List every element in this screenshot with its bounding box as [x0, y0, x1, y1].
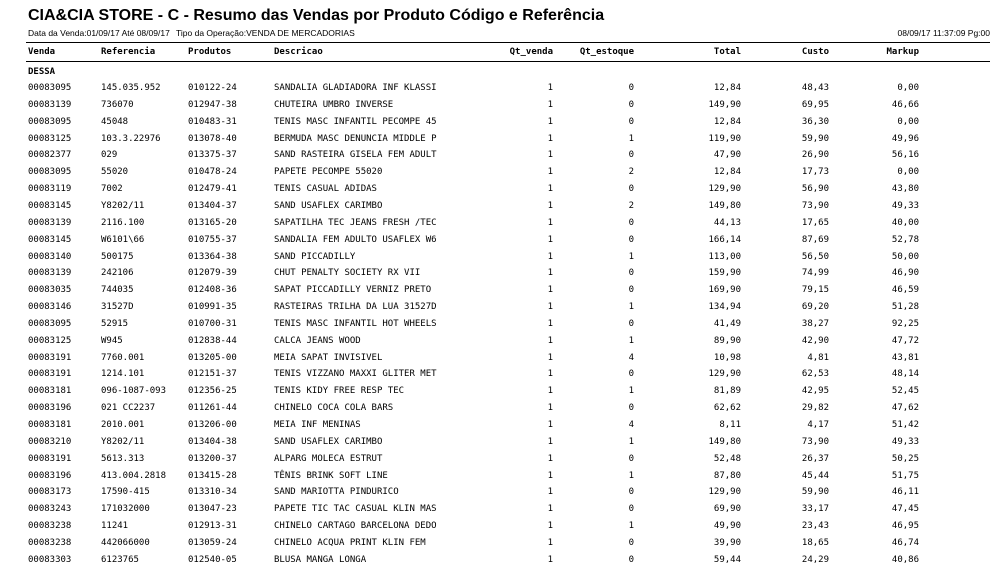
cell-custo: 36,30 — [801, 117, 829, 127]
cell-qt-estoque: 0 — [628, 319, 634, 329]
cell-markup: 50,00 — [891, 252, 919, 262]
cell-qt-venda: 1 — [547, 134, 553, 144]
cell-total: 119,90 — [708, 134, 741, 144]
cell-referencia: W945 — [101, 336, 123, 346]
cell-total: 166,14 — [708, 235, 741, 245]
cell-descricao: TÊNIS BRINK SOFT LINE — [274, 471, 388, 481]
cell-qt-venda: 1 — [547, 235, 553, 245]
cell-referencia: W6101\66 — [101, 235, 145, 245]
cell-qt-venda: 1 — [547, 117, 553, 127]
cell-qt-venda: 1 — [547, 302, 553, 312]
cell-qt-estoque: 0 — [628, 184, 634, 194]
cell-custo: 18,65 — [801, 538, 829, 548]
cell-qt-estoque: 0 — [628, 100, 634, 110]
cell-descricao: SAND MARIOTTA PINDURICO — [274, 487, 399, 497]
cell-total: 10,98 — [713, 353, 741, 363]
cell-descricao: CALCA JEANS WOOD — [274, 336, 361, 346]
cell-custo: 17,65 — [801, 218, 829, 228]
cell-venda: 00083095 — [28, 167, 72, 177]
cell-custo: 87,69 — [801, 235, 829, 245]
cell-markup: 48,14 — [891, 369, 919, 379]
cell-venda: 00083191 — [28, 353, 72, 363]
cell-total: 62,62 — [713, 403, 741, 413]
cell-referencia: 145.035.952 — [101, 83, 161, 93]
cell-referencia: 31527D — [101, 302, 134, 312]
cell-produtos: 013200-37 — [188, 454, 237, 464]
cell-produtos: 013047-23 — [188, 504, 237, 514]
cell-total: 81,89 — [713, 386, 741, 396]
cell-qt-venda: 1 — [547, 319, 553, 329]
cell-markup: 0,00 — [897, 117, 919, 127]
cell-total: 47,90 — [713, 150, 741, 160]
cell-markup: 49,96 — [891, 134, 919, 144]
cell-venda: 00083146 — [28, 302, 72, 312]
cell-total: 8,11 — [719, 420, 741, 430]
cell-qt-estoque: 1 — [628, 134, 634, 144]
cell-custo: 42,95 — [801, 386, 829, 396]
cell-referencia: 744035 — [101, 285, 134, 295]
cell-markup: 92,25 — [891, 319, 919, 329]
cell-qt-estoque: 1 — [628, 386, 634, 396]
cell-descricao: ALPARG MOLECA ESTRUT — [274, 454, 383, 464]
cell-markup: 51,75 — [891, 471, 919, 481]
cell-qt-venda: 1 — [547, 454, 553, 464]
cell-descricao: CHINELO ACQUA PRINT KLIN FEM — [274, 538, 426, 548]
cell-produtos: 012540-05 — [188, 555, 237, 565]
cell-referencia: 2010.001 — [101, 420, 145, 430]
cell-descricao: SAND RASTEIRA GISELA FEM ADULT — [274, 150, 437, 160]
column-header-markup: Markup — [886, 47, 919, 57]
cell-qt-venda: 1 — [547, 353, 553, 363]
cell-total: 87,80 — [713, 471, 741, 481]
cell-descricao: SAPAT PICCADILLY VERNIZ PRETO — [274, 285, 432, 295]
cell-custo: 69,95 — [801, 100, 829, 110]
cell-qt-venda: 1 — [547, 538, 553, 548]
cell-custo: 4,17 — [807, 420, 829, 430]
cell-qt-venda: 1 — [547, 252, 553, 262]
cell-venda: 00083181 — [28, 386, 72, 396]
cell-custo: 48,43 — [801, 83, 829, 93]
cell-descricao: SAND PICCADILLY — [274, 252, 356, 262]
cell-total: 89,90 — [713, 336, 741, 346]
cell-produtos: 012479-41 — [188, 184, 237, 194]
cell-referencia: 11241 — [101, 521, 129, 531]
cell-markup: 47,72 — [891, 336, 919, 346]
cell-venda: 00083139 — [28, 100, 72, 110]
cell-referencia: 2116.100 — [101, 218, 145, 228]
cell-descricao: TENIS MASC INFANTIL PECOMPE 45 — [274, 117, 437, 127]
cell-qt-venda: 1 — [547, 504, 553, 514]
cell-custo: 29,82 — [801, 403, 829, 413]
cell-venda: 00083145 — [28, 201, 72, 211]
cell-markup: 47,62 — [891, 403, 919, 413]
cell-qt-estoque: 0 — [628, 538, 634, 548]
cell-markup: 0,00 — [897, 167, 919, 177]
cell-produtos: 013059-24 — [188, 538, 237, 548]
cell-markup: 46,59 — [891, 285, 919, 295]
cell-qt-venda: 1 — [547, 83, 553, 93]
cell-markup: 46,90 — [891, 268, 919, 278]
cell-qt-venda: 1 — [547, 167, 553, 177]
cell-referencia: 736070 — [101, 100, 134, 110]
cell-custo: 73,90 — [801, 201, 829, 211]
cell-descricao: SANDALIA FEM ADULTO USAFLEX W6 — [274, 235, 437, 245]
cell-descricao: CHUTEIRA UMBRO INVERSE — [274, 100, 394, 110]
cell-qt-venda: 1 — [547, 150, 553, 160]
cell-total: 12,84 — [713, 117, 741, 127]
cell-descricao: SANDALIA GLADIADORA INF KLASSI — [274, 83, 437, 93]
cell-custo: 74,99 — [801, 268, 829, 278]
cell-descricao: SAND USAFLEX CARIMBO — [274, 437, 383, 447]
cell-custo: 73,90 — [801, 437, 829, 447]
cell-qt-estoque: 0 — [628, 218, 634, 228]
cell-markup: 46,66 — [891, 100, 919, 110]
cell-referencia: 413.004.2818 — [101, 471, 167, 481]
cell-referencia: 171032000 — [101, 504, 150, 514]
cell-venda: 00083191 — [28, 454, 72, 464]
cell-produtos: 012356-25 — [188, 386, 237, 396]
cell-total: 149,90 — [708, 100, 741, 110]
cell-total: 159,90 — [708, 268, 741, 278]
cell-custo: 23,43 — [801, 521, 829, 531]
cell-qt-venda: 1 — [547, 521, 553, 531]
cell-venda: 00083181 — [28, 420, 72, 430]
cell-markup: 51,28 — [891, 302, 919, 312]
cell-referencia: 52915 — [101, 319, 129, 329]
cell-venda: 00083139 — [28, 218, 72, 228]
cell-markup: 43,81 — [891, 353, 919, 363]
cell-descricao: MEIA INF MENINAS — [274, 420, 361, 430]
report-timestamp: 08/09/17 11:37:09 Pg:00 — [897, 28, 990, 38]
cell-venda: 00083238 — [28, 538, 72, 548]
cell-qt-venda: 1 — [547, 201, 553, 211]
report-subtitle — [28, 28, 359, 38]
cell-custo: 79,15 — [801, 285, 829, 295]
cell-venda: 00083139 — [28, 268, 72, 278]
cell-venda: 00083191 — [28, 369, 72, 379]
cell-qt-venda: 1 — [547, 218, 553, 228]
cell-produtos: 010700-31 — [188, 319, 237, 329]
cell-produtos: 012838-44 — [188, 336, 237, 346]
column-header-qt-estoque: Qt_estoque — [579, 47, 634, 57]
cell-produtos: 012079-39 — [188, 268, 237, 278]
cell-qt-venda: 1 — [547, 285, 553, 295]
cell-qt-estoque: 0 — [628, 235, 634, 245]
cell-qt-estoque: 1 — [628, 521, 634, 531]
cell-markup: 46,74 — [891, 538, 919, 548]
cell-custo: 38,27 — [801, 319, 829, 329]
cell-venda: 00083035 — [28, 285, 72, 295]
cell-qt-estoque: 0 — [628, 83, 634, 93]
cell-produtos: 012151-37 — [188, 369, 237, 379]
cell-venda: 00083095 — [28, 117, 72, 127]
cell-produtos: 012913-31 — [188, 521, 237, 531]
cell-descricao: CHUT PENALTY SOCIETY RX VII — [274, 268, 421, 278]
cell-descricao: TENIS KIDY FREE RESP TEC — [274, 386, 405, 396]
cell-descricao: PAPETE PECOMPE 55020 — [274, 167, 383, 177]
column-header-descricao: Descricao — [274, 47, 323, 57]
cell-venda: 00083119 — [28, 184, 72, 194]
cell-total: 129,90 — [708, 184, 741, 194]
cell-qt-estoque: 4 — [628, 420, 634, 430]
cell-markup: 46,11 — [891, 487, 919, 497]
cell-qt-estoque: 1 — [628, 252, 634, 262]
cell-qt-venda: 1 — [547, 386, 553, 396]
cell-venda: 00083243 — [28, 504, 72, 514]
report-title: CIA&CIA STORE - C - Resumo das Vendas por Produto Código e Referência — [28, 7, 605, 24]
cell-produtos: 010755-37 — [188, 235, 237, 245]
cell-descricao: TENIS MASC INFANTIL HOT WHEELS — [274, 319, 437, 329]
cell-qt-estoque: 1 — [628, 437, 634, 447]
cell-venda: 00083303 — [28, 555, 72, 565]
cell-venda: 00083173 — [28, 487, 72, 497]
cell-qt-estoque: 4 — [628, 353, 634, 363]
cell-produtos: 013165-20 — [188, 218, 237, 228]
cell-produtos: 010483-31 — [188, 117, 237, 127]
cell-qt-estoque: 0 — [628, 268, 634, 278]
cell-produtos: 013206-00 — [188, 420, 237, 430]
cell-markup: 52,45 — [891, 386, 919, 396]
cell-qt-estoque: 0 — [628, 369, 634, 379]
header-top-rule — [26, 42, 990, 43]
cell-qt-venda: 1 — [547, 268, 553, 278]
cell-custo: 45,44 — [801, 471, 829, 481]
header-bottom-rule — [26, 61, 990, 62]
cell-produtos: 012947-38 — [188, 100, 237, 110]
cell-qt-venda: 1 — [547, 369, 553, 379]
cell-qt-estoque: 0 — [628, 150, 634, 160]
cell-descricao: RASTEIRAS TRILHA DA LUA 31527D — [274, 302, 437, 312]
cell-qt-venda: 1 — [547, 487, 553, 497]
cell-descricao: PAPETE TIC TAC CASUAL KLIN MAS — [274, 504, 437, 514]
cell-total: 52,48 — [713, 454, 741, 464]
cell-referencia: Y8202/11 — [101, 201, 145, 211]
cell-produtos: 013078-40 — [188, 134, 237, 144]
cell-qt-venda: 1 — [547, 100, 553, 110]
cell-qt-venda: 1 — [547, 403, 553, 413]
cell-referencia: 17590-415 — [101, 487, 150, 497]
cell-markup: 56,16 — [891, 150, 919, 160]
cell-total: 134,94 — [708, 302, 741, 312]
cell-venda: 00083125 — [28, 134, 72, 144]
cell-qt-estoque: 1 — [628, 471, 634, 481]
cell-referencia: 45048 — [101, 117, 129, 127]
cell-total: 129,90 — [708, 487, 741, 497]
cell-descricao: SAPATILHA TEC JEANS FRESH /TEC — [274, 218, 437, 228]
cell-venda: 00083196 — [28, 471, 72, 481]
cell-qt-venda: 1 — [547, 437, 553, 447]
cell-markup: 49,33 — [891, 437, 919, 447]
cell-produtos: 013364-38 — [188, 252, 237, 262]
cell-custo: 62,53 — [801, 369, 829, 379]
cell-qt-estoque: 0 — [628, 285, 634, 295]
cell-qt-estoque: 0 — [628, 454, 634, 464]
cell-venda: 00083140 — [28, 252, 72, 262]
cell-total: 39,90 — [713, 538, 741, 548]
cell-markup: 0,00 — [897, 83, 919, 93]
cell-qt-estoque: 1 — [628, 302, 634, 312]
cell-qt-estoque: 0 — [628, 487, 634, 497]
column-header-qt-venda: Qt_venda — [509, 47, 553, 57]
cell-markup: 40,00 — [891, 218, 919, 228]
cell-markup: 51,42 — [891, 420, 919, 430]
cell-qt-estoque: 0 — [628, 555, 634, 565]
cell-produtos: 013310-34 — [188, 487, 237, 497]
cell-qt-estoque: 1 — [628, 336, 634, 346]
cell-produtos: 013205-00 — [188, 353, 237, 363]
cell-total: 12,84 — [713, 83, 741, 93]
cell-markup: 40,86 — [891, 555, 919, 565]
cell-total: 169,90 — [708, 285, 741, 295]
cell-descricao: TENIS CASUAL ADIDAS — [274, 184, 377, 194]
cell-markup: 43,80 — [891, 184, 919, 194]
cell-referencia: 500175 — [101, 252, 134, 262]
cell-custo: 26,37 — [801, 454, 829, 464]
cell-referencia: 442066000 — [101, 538, 150, 548]
cell-venda: 00083095 — [28, 83, 72, 93]
cell-produtos: 011261-44 — [188, 403, 237, 413]
cell-descricao: BLUSA MANGA LONGA — [274, 555, 367, 565]
cell-custo: 42,90 — [801, 336, 829, 346]
cell-referencia: 096-1087-093 — [101, 386, 167, 396]
cell-qt-venda: 1 — [547, 184, 553, 194]
cell-produtos: 010122-24 — [188, 83, 237, 93]
cell-referencia: 1214.101 — [101, 369, 145, 379]
cell-markup: 49,33 — [891, 201, 919, 211]
cell-custo: 4,81 — [807, 353, 829, 363]
cell-produtos: 013375-37 — [188, 150, 237, 160]
cell-total: 49,90 — [713, 521, 741, 531]
cell-qt-estoque: 2 — [628, 201, 634, 211]
cell-venda: 00083210 — [28, 437, 72, 447]
cell-descricao: CHINELO CARTAGO BARCELONA DEDO — [274, 521, 437, 531]
cell-descricao: TENIS VIZZANO MAXXI GLITER MET — [274, 369, 437, 379]
column-header-venda: Venda — [28, 47, 56, 57]
cell-venda: 00082377 — [28, 150, 72, 160]
cell-custo: 33,17 — [801, 504, 829, 514]
cell-custo: 24,29 — [801, 555, 829, 565]
cell-referencia: 6123765 — [101, 555, 139, 565]
group-label: DESSA — [28, 67, 56, 77]
cell-qt-estoque: 0 — [628, 504, 634, 514]
column-header-produtos: Produtos — [188, 47, 232, 57]
cell-referencia: 7002 — [101, 184, 123, 194]
cell-descricao: MEIA SAPAT INVISIVEL — [274, 353, 383, 363]
cell-total: 12,84 — [713, 167, 741, 177]
cell-qt-venda: 1 — [547, 420, 553, 430]
cell-qt-venda: 1 — [547, 555, 553, 565]
cell-qt-venda: 1 — [547, 471, 553, 481]
cell-referencia: 7760.001 — [101, 353, 145, 363]
cell-total: 69,90 — [713, 504, 741, 514]
column-header-referencia: Referencia — [101, 47, 156, 57]
cell-markup: 50,25 — [891, 454, 919, 464]
column-header-total: Total — [713, 47, 741, 57]
cell-custo: 56,50 — [801, 252, 829, 262]
cell-referencia: Y8202/11 — [101, 437, 145, 447]
cell-venda: 00083238 — [28, 521, 72, 531]
cell-venda: 00083125 — [28, 336, 72, 346]
cell-referencia: 021 CC2237 — [101, 403, 156, 413]
cell-custo: 59,90 — [801, 134, 829, 144]
cell-qt-estoque: 2 — [628, 167, 634, 177]
cell-produtos: 010991-35 — [188, 302, 237, 312]
cell-produtos: 013404-37 — [188, 201, 237, 211]
cell-qt-estoque: 0 — [628, 403, 634, 413]
report-operation: Tipo da Operação:VENDA DE MERCADORIAS — [176, 28, 355, 38]
cell-produtos: 012408-36 — [188, 285, 237, 295]
cell-referencia: 103.3.22976 — [101, 134, 161, 144]
cell-total: 149,80 — [708, 437, 741, 447]
cell-qt-estoque: 0 — [628, 117, 634, 127]
cell-markup: 46,95 — [891, 521, 919, 531]
cell-total: 41,49 — [713, 319, 741, 329]
cell-produtos: 013415-28 — [188, 471, 237, 481]
cell-referencia: 029 — [101, 150, 118, 160]
cell-total: 59,44 — [713, 555, 741, 565]
cell-venda: 00083095 — [28, 319, 72, 329]
cell-descricao: BERMUDA MASC DENUNCIA MIDDLE P — [274, 134, 437, 144]
column-header-custo: Custo — [801, 47, 829, 57]
cell-total: 113,00 — [708, 252, 741, 262]
cell-produtos: 013404-38 — [188, 437, 237, 447]
cell-total: 44,13 — [713, 218, 741, 228]
cell-qt-venda: 1 — [547, 336, 553, 346]
cell-venda: 00083145 — [28, 235, 72, 245]
cell-custo: 26,90 — [801, 150, 829, 160]
cell-total: 129,90 — [708, 369, 741, 379]
cell-produtos: 010478-24 — [188, 167, 237, 177]
cell-descricao: SAND USAFLEX CARIMBO — [274, 201, 383, 211]
cell-custo: 17,73 — [801, 167, 829, 177]
cell-custo: 56,90 — [801, 184, 829, 194]
report-period: Data da Venda:01/09/17 Até 08/09/17 — [28, 28, 170, 38]
cell-referencia: 5613.313 — [101, 454, 145, 464]
cell-markup: 52,78 — [891, 235, 919, 245]
cell-descricao: CHINELO COCA COLA BARS — [274, 403, 394, 413]
cell-custo: 69,20 — [801, 302, 829, 312]
cell-referencia: 242106 — [101, 268, 134, 278]
cell-venda: 00083196 — [28, 403, 72, 413]
cell-total: 149,80 — [708, 201, 741, 211]
cell-markup: 47,45 — [891, 504, 919, 514]
cell-referencia: 55020 — [101, 167, 129, 177]
cell-custo: 59,90 — [801, 487, 829, 497]
